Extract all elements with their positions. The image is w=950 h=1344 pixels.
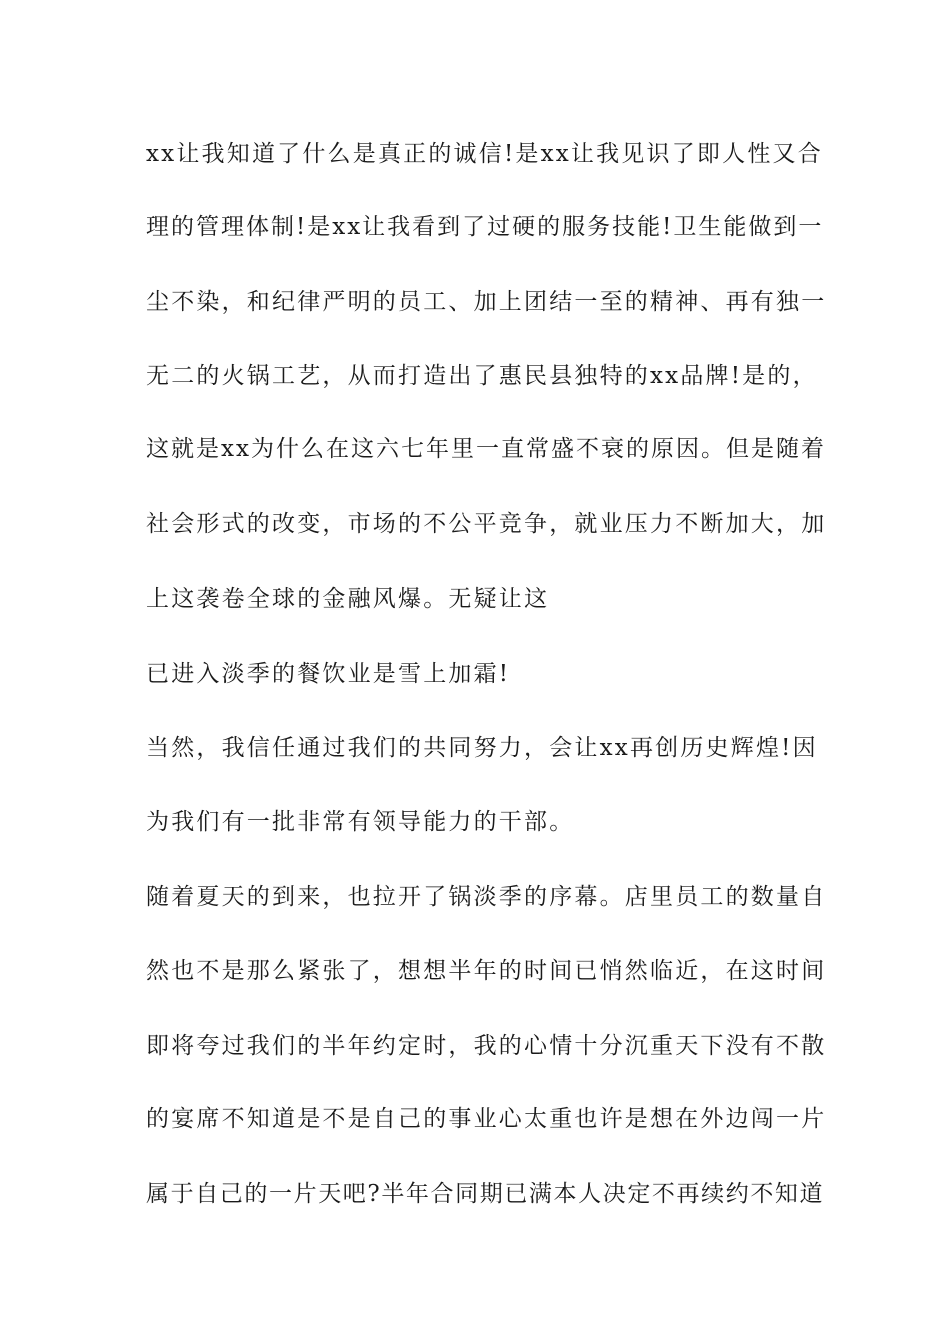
text-line: 上这袭卷全球的金融风爆。无疑让这 — [146, 586, 550, 612]
text-line: 社会形式的改变，市场的不公平竞争，就业压力不断加大，加 — [146, 511, 827, 537]
text-line: 为我们有一批非常有领导能力的干部。 — [146, 809, 575, 835]
text-line: 已进入淡季的餐饮业是雪上加霜! — [146, 661, 511, 687]
text-line: 然也不是那么紧张了，想想半年的时间已悄然临近，在这时间 — [146, 958, 827, 984]
text-line: 属于自己的一片天吧?半年合同期已满本人决定不再续约不知道 — [146, 1181, 825, 1207]
text-line: 无二的火锅工艺，从而打造出了惠民县独特的xx品牌!是的， — [146, 363, 818, 389]
text-line: 即将夸过我们的半年约定时，我的心情十分沉重天下没有不散 — [146, 1033, 827, 1059]
text-line: xx让我知道了什么是真正的诚信!是xx让我见识了即人性又合 — [146, 141, 823, 167]
text-line: 随着夏天的到来，也拉开了锅淡季的序幕。店里员工的数量自 — [146, 884, 827, 910]
text-line: 这就是xx为什么在这六七年里一直常盛不衰的原因。但是随着 — [146, 436, 826, 462]
text-line: 当然，我信任通过我们的共同努力，会让xx再创历史辉煌!因 — [146, 735, 818, 761]
text-line: 尘不染，和纪律严明的员工、加上团结一至的精神、再有独一 — [146, 289, 827, 315]
text-line: 理的管理体制!是xx让我看到了过硬的服务技能!卫生能做到一 — [146, 214, 824, 240]
text-line: 的宴席不知道是不是自己的事业心太重也许是想在外边闯一片 — [146, 1106, 827, 1132]
